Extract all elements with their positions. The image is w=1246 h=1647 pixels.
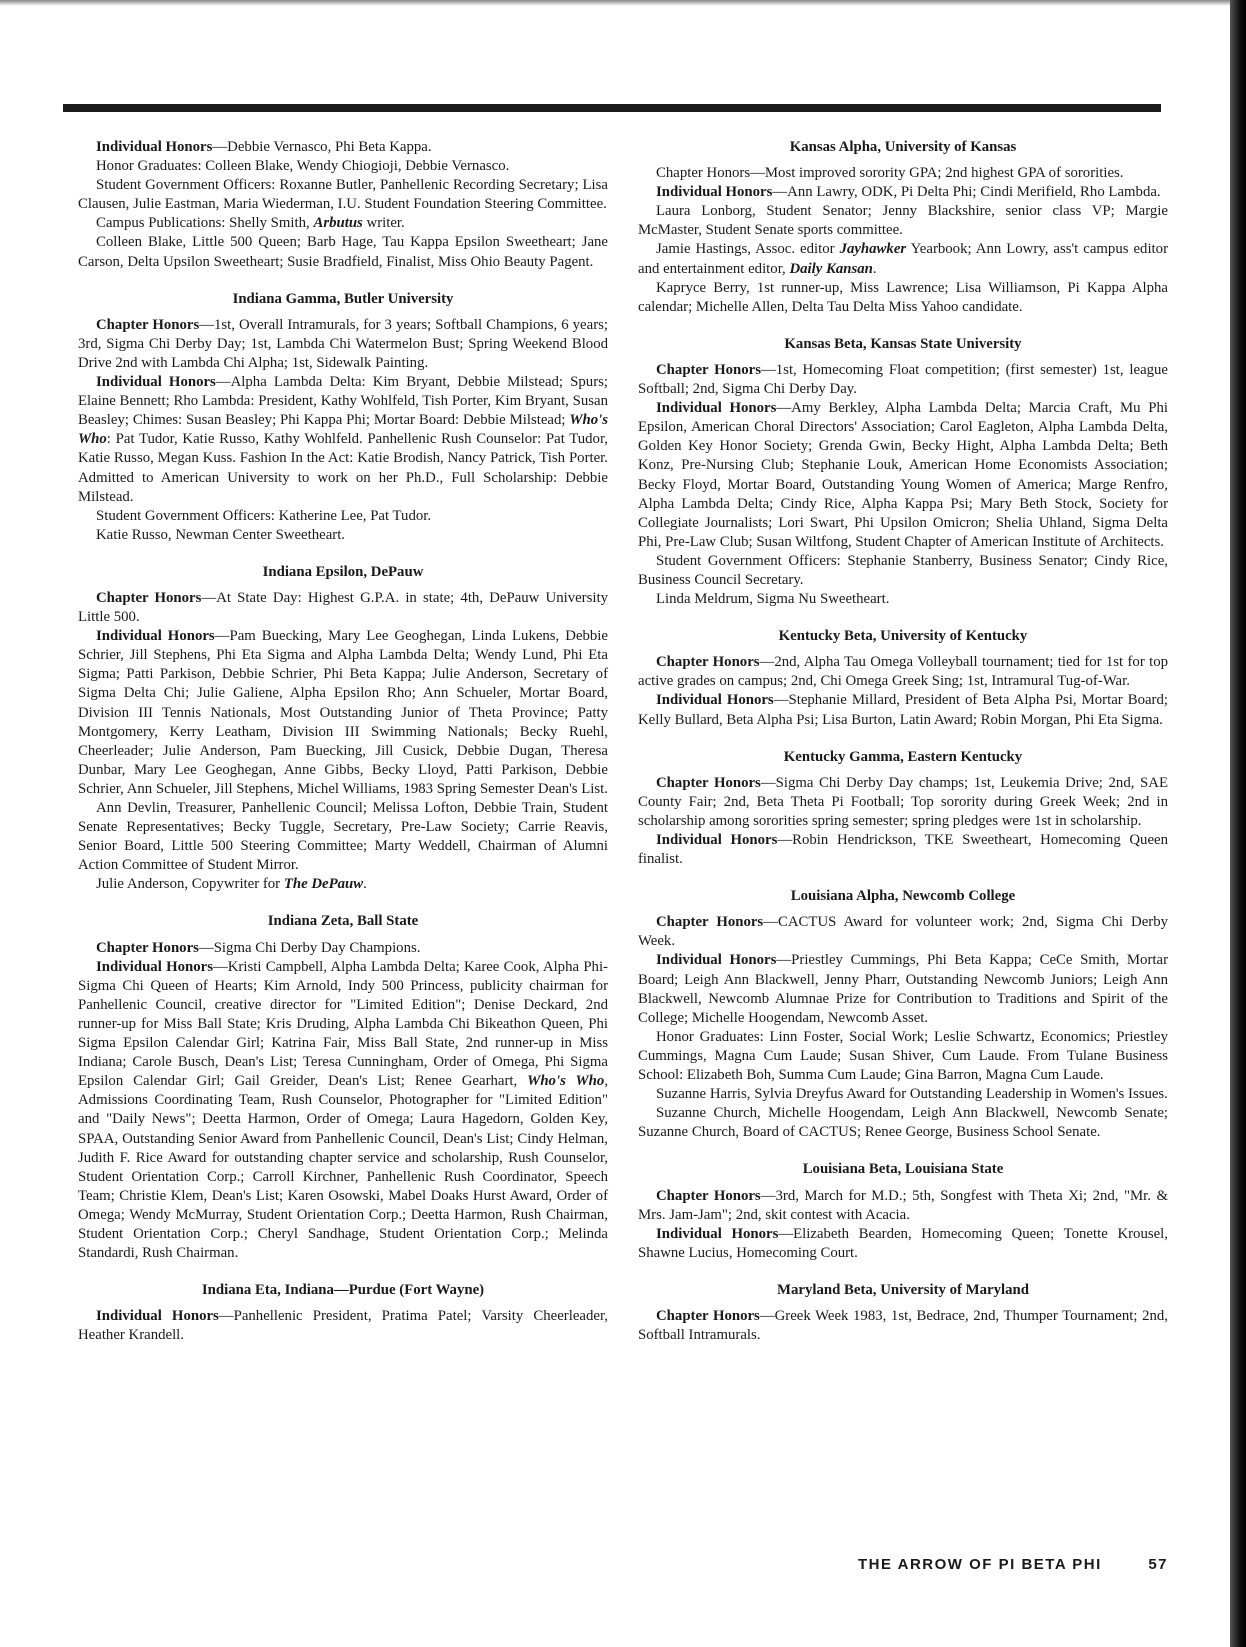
honors-text: —Ann Lawry, ODK, Pi Delta Phi; Cindi Merifield, Rho Lambda.	[772, 184, 1161, 201]
honors-paragraph	[638, 164, 1168, 183]
honors-paragraph	[638, 913, 1168, 951]
honors-paragraph	[638, 202, 1168, 240]
honors-paragraph	[78, 316, 608, 373]
honors-lead: Chapter Honors	[656, 1307, 760, 1324]
honors-text: —3rd, March for M.D.; 5th, Songfest with Theta Xi; 2nd, "Mr. & Mrs. Jam-Jam"; 2nd, skit contest with Acacia.	[638, 1187, 1168, 1223]
chapter-section-indiana-zeta-ball-state	[78, 912, 608, 1263]
honors-lead: Individual Honors	[96, 374, 216, 391]
publication-name: Daily Kansan	[789, 260, 873, 277]
chapter-section-kentucky-beta-university-of-kentucky	[638, 627, 1168, 729]
honors-lead: Chapter Honors	[96, 316, 200, 333]
honors-text: —Stephanie Millard, President of Beta Alpha Psi, Mortar Board; Kelly Bullard, Beta Alpha Psi; Lisa Burton, Latin Award; Robin Morgan, Phi Eta Sigma.	[638, 692, 1168, 728]
publication-name: Who's Who	[527, 1073, 605, 1090]
chapter-section-maryland-beta-university-of-maryland	[638, 1281, 1168, 1345]
honors-paragraph	[78, 939, 608, 958]
honors-lead: Chapter Honors	[96, 939, 199, 956]
honors-lead: Chapter Honors	[656, 361, 761, 378]
chapter-section-louisiana-beta-louisiana-state	[638, 1160, 1168, 1262]
chapter-heading: Kansas Alpha, University of Kansas	[789, 139, 1017, 155]
chapter-section-indiana-gamma-butler-university	[78, 290, 608, 545]
right-column	[638, 138, 1168, 1363]
chapter-heading: Indiana Eta, Indiana—Purdue (Fort Wayne)	[201, 1282, 485, 1299]
honors-paragraph	[638, 653, 1168, 691]
honors-text: —Pam Buecking, Mary Lee Geoghegan, Linda Lukens, Debbie Schrier, Jill Stephens, Phi Eta Sigma and Alpha Lambda Delta; Wendy Lund, Phi Eta Sigma; Patti Parkison, Debbie Schrier, Phi Beta Kappa; Julie Anderson, Secretary of Sigma Delta Chi; Julie Galiene, Alpha Epsilon Rho; Ann Schueler, Mortar Board, Division III Tennis Nationals, Most Outstanding Junior of Theta Province; Patty Montgomery, Kerry Leatham, Division III Swimming Nationals; Becky Ruehl, Cheerleader; Julie Anderson, Pam Buecking, Jill Cusick, Debbie Dugan, Theresa Dunbar, Mary Lee Geoghegan, Anne Gibbs, Becky Lloyd, Patti Parkison, Debbie Schrier, Ann Schueler, Jill Stephens, Michel Williams, 1983 Spring Semester Dean's List.	[78, 628, 608, 797]
honors-paragraph	[78, 176, 608, 214]
chapter-section-indiana-epsilon-depauw	[78, 563, 608, 895]
honors-paragraph	[638, 1028, 1168, 1085]
honors-paragraph	[638, 1085, 1168, 1104]
honors-paragraph	[78, 233, 608, 271]
honors-text: —Alpha Lambda Delta: Kim Bryant, Debbie Milstead; Spurs; Elaine Bennett; Rho Lambda: President, Kathy Wohlfeld, Tish Porter, Kim Bryant, Susan Beasley; Chimes: Susan Beasley; Phi Kappa Phi; Mortar Board: Debbie Milstead;	[78, 374, 608, 429]
honors-text: , Admissions Coordinating Team, Rush Counselor, Photographer for "Limited Edition" and "Daily News"; Deetta Harmon, Order of Omega; Laura Hagedorn, Golden Key, SPAA, Outstanding Senior Award from Panhellenic Council, Dean's List; Cindy Helman, Judith F. Rice Award for outstanding chapter service and scholarship, Rush Counselor, Student Orientation Corp.; Carroll Kirchner, Panhellenic Rush Coordinator, Speech Team; Christie Klem, Dean's List; Karen Osowski, Mabel Doaks Hurst Award, Order of Omega; Wendy McMurray, Student Orientation Corp.; Deetta Harmon, Rush Chairman, Student Orientation Corp.; Cheryl Sandhage, Student Orientation Corp.; Melinda Standardi, Rush Chairman.	[78, 1073, 609, 1262]
chapter-section-continued	[78, 138, 608, 272]
honors-text: Laura Lonborg, Student Senator; Jenny Blackshire, senior class VP; Margie McMaster, Student Senate sports committee.	[638, 203, 1168, 239]
page-number: 57	[1148, 1555, 1168, 1573]
chapter-heading: Louisiana Beta, Louisiana State	[802, 1161, 1004, 1178]
honors-lead: Chapter Honors	[656, 914, 764, 931]
chapter-section-kentucky-gamma-eastern-kentucky	[638, 748, 1168, 870]
honors-lead: Chapter Honors	[656, 1187, 761, 1204]
publication-name: The DePauw	[283, 876, 364, 893]
honors-text: —Priestley Cummings, Phi Beta Kappa; CeCe Smith, Mortar Board; Leigh Ann Blackwell, Jenny Pharr, Outstanding Newcomb Juniors; Leigh Ann Blackwell, Newcomb Alumnae Prize for Contribution to Traditions and Spirit of the College; Michelle Hoogendam, Newcomb Asset.	[638, 952, 1168, 1026]
publication-title: THE ARROW OF PI BETA PHI	[858, 1555, 1102, 1573]
chapter-heading: Kansas Beta, Kansas State University	[784, 335, 1022, 352]
honors-lead: Chapter Honors	[656, 654, 760, 671]
honors-paragraph	[78, 627, 608, 799]
honors-text: Jamie Hastings, Assoc. editor	[656, 241, 840, 258]
honors-paragraph	[638, 183, 1168, 202]
honors-paragraph	[78, 214, 608, 233]
honors-lead: Individual Honors	[656, 832, 778, 848]
honors-text: —Amy Berkley, Alpha Lambda Delta; Marcia Craft, Mu Phi Epsilon, American Choral Directors' Association; Carol Eagleton, Alpha Lambda Delta, Golden Key Honor Society; Grenda Gwin, Becky Hight, Alpha Lambda Delta; Beth Konz, Pre-Nursing Club; Stephanie Louk, American Home Economists Association; Becky Floyd, Mortar Board, Outstanding Young Women of America; Marge Renfro, Alpha Lambda Delta; Cindy Rice, Alpha Kappa Psi; Mary Beth Stock, Society for Collegiate Journalists; Lori Swart, Phi Upsilon Omicron; Shelia Uhland, Sigma Delta Phi, Pre-Law Club; Susan Wiltfong, Student Chapter of American Institute of Architects.	[638, 400, 1168, 550]
honors-paragraph	[638, 399, 1168, 552]
honors-text: Student Government Officers: Katherine Lee, Pat Tudor.	[96, 507, 432, 524]
honors-paragraph	[638, 1307, 1168, 1345]
honors-lead: Individual Honors	[656, 692, 774, 709]
honors-text: Student Government Officers: Roxanne Butler, Panhellenic Recording Secretary; Lisa Clausen, Julie Eastman, Maria Wiederman, I.U. Student Foundation Steering Committee.	[78, 177, 608, 213]
honors-text: Colleen Blake, Little 500 Queen; Barb Hage, Tau Kappa Epsilon Sweetheart; Jane Carson, Delta Upsilon Sweetheart; Susie Bradfield, Finalist, Miss Ohio Beauty Pagent.	[78, 234, 608, 270]
chapter-heading: Indiana Gamma, Butler University	[232, 290, 454, 307]
honors-text: writer.	[362, 215, 405, 232]
honors-paragraph	[78, 526, 608, 545]
honors-paragraph	[638, 1187, 1168, 1225]
honors-text: —Elizabeth Bearden, Homecoming Queen; Tonette Krousel, Shawne Lucius, Homecoming Court.	[638, 1225, 1168, 1261]
honors-lead: Chapter Honors	[656, 774, 761, 791]
honors-text: Linda Meldrum, Sigma Nu Sweetheart.	[656, 591, 890, 608]
honors-text: —1st, Homecoming Float competition; (first semester) 1st, league Softball; 2nd, Sigma Chi Derby Day.	[638, 361, 1168, 398]
honors-text: Yearbook; Ann Lowry, ass't campus editor and entertainment editor,	[638, 241, 1168, 277]
page-top-edge	[0, 0, 1246, 6]
page-footer	[858, 1553, 1168, 1575]
honors-lead: Individual Honors	[96, 139, 213, 155]
honors-text: —Kristi Campbell, Alpha Lambda Delta; Karee Cook, Alpha Phi-Sigma Chi Queen of Hearts; Kim Arnold, Indy 500 Princess, publicity chairman for Panhellenic Council, creative director for "Limited Edition"; Denise Deckard, 2nd runner-up for Miss Ball State; Kris Druding, Alpha Lambda Chi Bikeathon Queen, Phi Sigma Epsilon Calendar Girl; Katrina Fair, Miss Ball State, 2nd runner-up in Miss Indiana; Carole Busch, Dean's List; Teresa Cunningham, Order of Omega, Phi Sigma Epsilon Calendar Girl; Gail Greider, Dean's List; Renee Gearhart,	[78, 958, 608, 1090]
honors-paragraph	[78, 1307, 608, 1345]
honors-lead: Individual Honors	[96, 958, 213, 975]
honors-text: —At State Day: Highest G.P.A. in state; 4th, DePauw University Little 500.	[78, 589, 608, 626]
honors-lead: Chapter Honors	[96, 589, 202, 606]
honors-paragraph	[638, 590, 1168, 609]
chapter-heading: Indiana Zeta, Ball State	[267, 913, 419, 930]
honors-paragraph	[78, 799, 608, 875]
honors-text: Ann Devlin, Treasurer, Panhellenic Council; Melissa Lofton, Debbie Train, Student Senate Representatives; Becky Tuggle, Secretary, Pre-Law Society; Carrie Reavis, Senior Board, Little 500 Steering Committee; Marty Weddell, Chairman of Alumni Action Committee of Student Mirror.	[78, 800, 608, 874]
chapter-heading: Maryland Beta, University of Maryland	[777, 1281, 1029, 1298]
honors-text: Campus Publications: Shelly Smith,	[96, 215, 314, 232]
honors-text: Chapter Honors—Most improved sorority GPA; 2nd highest GPA of sororities.	[656, 165, 1124, 182]
honors-paragraph	[78, 507, 608, 526]
publication-name: Arbutus	[313, 215, 363, 232]
honors-text: Honor Graduates: Colleen Blake, Wendy Chiogioji, Debbie Vernasco.	[96, 158, 510, 175]
honors-text: Katie Russo, Newman Center Sweetheart.	[96, 526, 346, 543]
honors-lead: Individual Honors	[656, 400, 777, 417]
honors-paragraph	[638, 1225, 1168, 1263]
honors-text: Kapryce Berry, 1st runner-up, Miss Lawrence; Lisa Williamson, Pi Kappa Alpha calendar; Michelle Allen, Delta Tau Delta Miss Yahoo candidate.	[638, 279, 1168, 315]
honors-text: —2nd, Alpha Tau Omega Volleyball tournament; tied for 1st for top active grades on campus; 2nd, Chi Omega Greek Sing; 1st, Intramural Tug-of-War.	[638, 654, 1168, 690]
honors-text: —Sigma Chi Derby Day champs; 1st, Leukemia Drive; 2nd, SAE County Fair; 2nd, Beta Theta Pi Football; Top sorority during Greek Week; 2nd in scholarship among sororities spring semester; spring pledges were 1st in scholarship.	[638, 774, 1168, 829]
left-column	[78, 138, 608, 1363]
honors-text: .	[363, 876, 367, 893]
chapter-heading: Kentucky Beta, University of Kentucky	[778, 628, 1028, 645]
honors-paragraph	[638, 951, 1168, 1027]
honors-paragraph	[638, 691, 1168, 729]
honors-lead: Individual Honors	[96, 1308, 219, 1325]
honors-paragraph	[638, 552, 1168, 590]
honors-text: : Pat Tudor, Katie Russo, Kathy Wohlfeld. Panhellenic Rush Counselor: Pat Tudor, Katie Russo, Megan Kuss. Fashion In the Act: Katie Brodish, Nancy Patrick, Tish Porter. Admitted to American University to work on her Ph.D., Full Scholarship: Debbie Milstead.	[78, 431, 608, 505]
honors-text: Suzanne Church, Michelle Hoogendam, Leigh Ann Blackwell, Newcomb Senate; Suzanne Church, Board of CACTUS; Renee George, Business School Senate.	[638, 1105, 1168, 1141]
honors-paragraph	[638, 361, 1168, 399]
honors-paragraph	[638, 774, 1168, 831]
honors-text: Student Government Officers: Stephanie Stanberry, Business Senator; Cindy Rice, Business Council Secretary.	[638, 552, 1168, 588]
chapter-section-louisiana-alpha-newcomb-college	[638, 887, 1168, 1142]
honors-text: Honor Graduates: Linn Foster, Social Work; Leslie Schwartz, Economics; Priestley Cummings, Magna Cum Laude; Susan Shiver, Cum Laude. From Tulane Business School: Elizabeth Boh, Summa Cum Laude; Gina Barron, Magna Cum Laude.	[638, 1028, 1168, 1084]
honors-text: .	[872, 260, 877, 277]
honors-lead: Individual Honors	[656, 952, 777, 969]
honors-text: —Robin Hendrickson, TKE Sweetheart, Homecoming Queen finalist.	[638, 832, 1168, 868]
honors-text: —CACTUS Award for volunteer work; 2nd, Sigma Chi Derby Week.	[638, 914, 1168, 950]
honors-paragraph	[638, 1104, 1168, 1142]
chapter-heading: Kentucky Gamma, Eastern Kentucky	[783, 748, 1023, 765]
honors-lead: Individual Honors	[96, 628, 215, 645]
honors-paragraph	[78, 589, 608, 627]
honors-text: —Debbie Vernasco, Phi Beta Kappa.	[212, 139, 432, 155]
honors-paragraph	[78, 373, 608, 507]
chapter-section-indiana-eta-indiana-purdue-fort-wayne	[78, 1281, 608, 1345]
honors-text: —Greek Week 1983, 1st, Bedrace, 2nd, Thumper Tournament; 2nd, Softball Intramurals.	[638, 1307, 1168, 1344]
honors-text: —1st, Overall Intramurals, for 3 years; Softball Champions, 6 years; 3rd, Sigma Chi Derby Day; 1st, Lambda Chi Watermelon Bust; Spring Weekend Blood Drive 2nd with Lambda Chi Alpha; 1st, Sidewalk Painting.	[78, 316, 608, 371]
header-rule	[63, 104, 1161, 112]
honors-text: Suzanne Harris, Sylvia Dreyfus Award for Outstanding Leadership in Women's Issues.	[656, 1086, 1168, 1103]
chapter-heading: Indiana Epsilon, DePauw	[262, 563, 424, 580]
chapter-heading: Louisiana Alpha, Newcomb College	[790, 888, 1016, 905]
honors-paragraph	[78, 138, 608, 157]
honors-text: —Panhellenic President, Pratima Patel; Varsity Cheerleader, Heather Krandell.	[78, 1308, 608, 1344]
chapter-section-kansas-beta-kansas-state-university	[638, 335, 1168, 609]
page-binding-edge	[1230, 0, 1246, 1647]
honors-lead: Individual Honors	[656, 184, 773, 201]
honors-lead: Individual Honors	[656, 1225, 779, 1242]
honors-paragraph	[638, 240, 1168, 278]
honors-paragraph	[78, 875, 608, 894]
honors-paragraph	[638, 279, 1168, 317]
honors-paragraph	[638, 831, 1168, 869]
honors-text: Julie Anderson, Copywriter for	[96, 876, 284, 893]
honors-paragraph	[78, 958, 608, 1264]
publication-name: Who's Who	[78, 412, 608, 448]
chapter-section-kansas-alpha-university-of-kansas	[638, 138, 1168, 317]
honors-paragraph	[78, 157, 608, 176]
publication-name: Jayhawker	[839, 241, 907, 258]
honors-text: —Sigma Chi Derby Day Champions.	[198, 939, 421, 956]
